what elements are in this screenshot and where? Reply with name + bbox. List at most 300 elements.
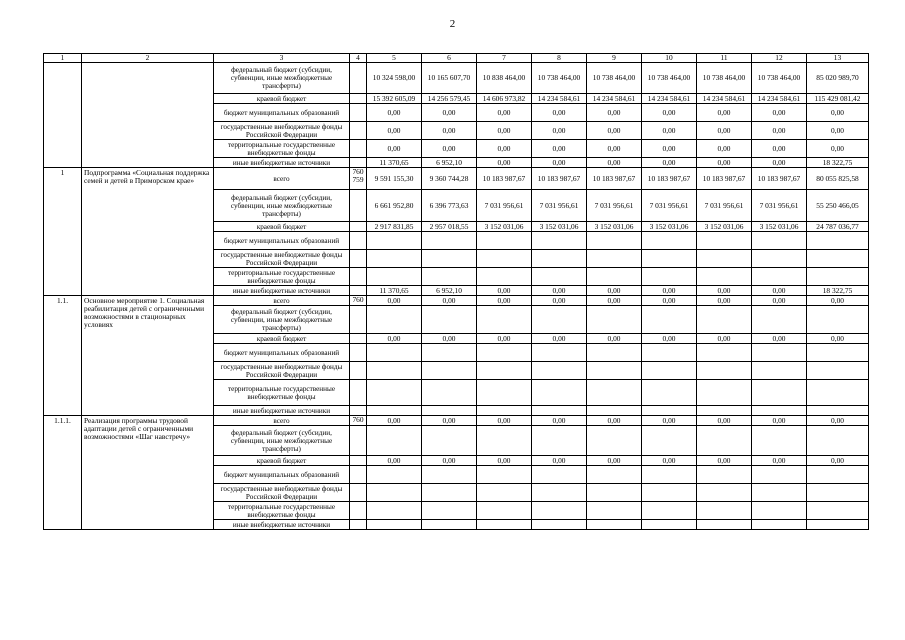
year-value	[697, 520, 752, 530]
column-number-row	[44, 54, 869, 63]
funding-source: государственные внебюджетные фонды Российской Федерации	[214, 362, 350, 380]
year-value: 0,00	[697, 104, 752, 122]
year-value: 0,00	[587, 416, 642, 426]
year-value: 3 152 031,06	[642, 222, 697, 232]
year-value: 0,00	[587, 122, 642, 140]
total-value	[807, 466, 869, 484]
budget-code	[350, 344, 367, 362]
page-number: 2	[449, 18, 456, 30]
year-value	[367, 466, 422, 484]
year-value	[532, 406, 587, 416]
funding-source: федеральный бюджет (субсидии, субвенции, иные межбюджетные трансферты)	[214, 306, 350, 334]
year-value: 0,00	[422, 140, 477, 158]
total-value: 0,00	[807, 416, 869, 426]
year-value: 14 234 584,61	[587, 94, 642, 104]
total-value	[807, 426, 869, 456]
year-value	[587, 380, 642, 406]
year-value: 0,00	[477, 334, 532, 344]
year-value	[422, 268, 477, 286]
year-value	[367, 502, 422, 520]
year-value: 2 917 831,85	[367, 222, 422, 232]
year-value	[367, 232, 422, 250]
column-header: 13	[807, 54, 869, 63]
year-value	[477, 520, 532, 530]
year-value: 0,00	[642, 286, 697, 296]
year-value: 0,00	[532, 456, 587, 466]
year-value: 0,00	[697, 286, 752, 296]
year-value: 0,00	[752, 334, 807, 344]
year-value: 6 952,10	[422, 158, 477, 168]
year-value	[422, 306, 477, 334]
year-value: 0,00	[697, 296, 752, 306]
year-value: 0,00	[697, 158, 752, 168]
total-value: 0,00	[807, 140, 869, 158]
year-value: 0,00	[532, 140, 587, 158]
section-number	[44, 63, 82, 168]
year-value	[422, 406, 477, 416]
funding-source: всего	[214, 168, 350, 190]
year-value	[477, 306, 532, 334]
year-value: 0,00	[697, 334, 752, 344]
funding-source: бюджет муниципальных образований	[214, 466, 350, 484]
funding-source: федеральный бюджет (субсидии, субвенции, иные межбюджетные трансферты)	[214, 63, 350, 94]
budget-code	[350, 63, 367, 94]
year-value	[697, 380, 752, 406]
year-value	[587, 362, 642, 380]
year-value	[752, 520, 807, 530]
section-number: 1.1.1.	[44, 416, 82, 530]
funding-source: краевой бюджет	[214, 456, 350, 466]
year-value: 0,00	[642, 416, 697, 426]
table-row	[44, 63, 869, 94]
budget-code: 760	[350, 296, 367, 306]
year-value: 0,00	[752, 122, 807, 140]
year-value	[752, 362, 807, 380]
year-value: 14 606 973,82	[477, 94, 532, 104]
section-name	[82, 63, 214, 168]
year-value	[532, 306, 587, 334]
column-header: 11	[697, 54, 752, 63]
year-value: 0,00	[367, 140, 422, 158]
year-value	[532, 520, 587, 530]
year-value: 0,00	[697, 416, 752, 426]
budget-code	[350, 140, 367, 158]
year-value	[642, 520, 697, 530]
year-value: 10 838 464,00	[477, 63, 532, 94]
year-value: 0,00	[477, 296, 532, 306]
year-value	[642, 406, 697, 416]
year-value: 3 152 031,06	[697, 222, 752, 232]
year-value: 3 152 031,06	[587, 222, 642, 232]
year-value: 0,00	[422, 296, 477, 306]
year-value: 0,00	[532, 296, 587, 306]
year-value	[752, 250, 807, 268]
total-value: 24 787 036,77	[807, 222, 869, 232]
total-value	[807, 520, 869, 530]
year-value: 0,00	[367, 122, 422, 140]
year-value	[367, 484, 422, 502]
year-value: 14 234 584,61	[532, 94, 587, 104]
year-value	[587, 306, 642, 334]
budget-code	[350, 334, 367, 344]
budget-code	[350, 222, 367, 232]
total-value	[807, 502, 869, 520]
budget-code	[350, 122, 367, 140]
total-value: 0,00	[807, 104, 869, 122]
year-value	[422, 362, 477, 380]
year-value	[367, 268, 422, 286]
year-value	[477, 466, 532, 484]
year-value	[697, 362, 752, 380]
year-value: 9 591 155,30	[367, 168, 422, 190]
year-value	[422, 466, 477, 484]
year-value: 10 183 987,67	[477, 168, 532, 190]
year-value	[642, 268, 697, 286]
year-value	[367, 520, 422, 530]
total-value	[807, 250, 869, 268]
year-value: 0,00	[587, 286, 642, 296]
year-value	[752, 306, 807, 334]
year-value	[752, 380, 807, 406]
year-value	[697, 406, 752, 416]
year-value: 14 234 584,61	[642, 94, 697, 104]
funding-source: федеральный бюджет (субсидии, субвенции, иные межбюджетные трансферты)	[214, 426, 350, 456]
budget-code: 760	[350, 416, 367, 426]
year-value: 7 031 956,61	[532, 190, 587, 222]
year-value: 0,00	[367, 456, 422, 466]
budget-code	[350, 466, 367, 484]
funding-source: краевой бюджет	[214, 334, 350, 344]
total-value	[807, 344, 869, 362]
year-value: 0,00	[642, 296, 697, 306]
budget-code	[350, 268, 367, 286]
year-value: 10 738 464,00	[752, 63, 807, 94]
budget-code: 760 759	[350, 168, 367, 190]
year-value	[697, 426, 752, 456]
year-value	[587, 250, 642, 268]
year-value: 3 152 031,06	[752, 222, 807, 232]
funding-source: иные внебюджетные источники	[214, 406, 350, 416]
year-value	[532, 362, 587, 380]
year-value: 0,00	[477, 286, 532, 296]
funding-source: территориальные государственные внебюджетные фонды	[214, 268, 350, 286]
year-value	[477, 344, 532, 362]
year-value	[697, 268, 752, 286]
year-value	[477, 268, 532, 286]
year-value	[642, 250, 697, 268]
budget-table	[43, 53, 869, 530]
year-value	[422, 502, 477, 520]
year-value: 0,00	[697, 456, 752, 466]
total-value	[807, 306, 869, 334]
funding-source: государственные внебюджетные фонды Российской Федерации	[214, 484, 350, 502]
year-value	[587, 484, 642, 502]
year-value: 6 661 952,80	[367, 190, 422, 222]
budget-code	[350, 484, 367, 502]
table-row	[44, 296, 869, 306]
funding-source: федеральный бюджет (субсидии, субвенции, иные межбюджетные трансферты)	[214, 190, 350, 222]
year-value	[642, 380, 697, 406]
year-value	[422, 520, 477, 530]
total-value	[807, 484, 869, 502]
year-value: 0,00	[532, 334, 587, 344]
year-value	[477, 250, 532, 268]
year-value: 0,00	[587, 334, 642, 344]
year-value: 0,00	[587, 456, 642, 466]
year-value	[752, 484, 807, 502]
year-value: 0,00	[532, 158, 587, 168]
year-value	[752, 268, 807, 286]
total-value: 0,00	[807, 122, 869, 140]
year-value	[477, 362, 532, 380]
year-value	[642, 344, 697, 362]
budget-code	[350, 380, 367, 406]
budget-code	[350, 190, 367, 222]
column-header: 4	[350, 54, 367, 63]
funding-source: всего	[214, 296, 350, 306]
year-value	[532, 484, 587, 502]
section-name: Основное мероприятие 1. Социальная реабилитация детей с ограниченными возможностями в стационарных условиях	[82, 296, 214, 416]
year-value	[532, 250, 587, 268]
funding-source: бюджет муниципальных образований	[214, 344, 350, 362]
budget-code	[350, 250, 367, 268]
budget-code	[350, 502, 367, 520]
table-body	[44, 54, 869, 530]
year-value	[752, 344, 807, 362]
year-value: 10 183 987,67	[697, 168, 752, 190]
budget-code	[350, 306, 367, 334]
year-value	[422, 484, 477, 502]
year-value	[532, 380, 587, 406]
budget-code	[350, 158, 367, 168]
year-value	[697, 484, 752, 502]
year-value: 10 738 464,00	[697, 63, 752, 94]
year-value: 0,00	[422, 122, 477, 140]
year-value: 10 165 607,70	[422, 63, 477, 94]
year-value	[422, 344, 477, 362]
year-value: 11 370,65	[367, 286, 422, 296]
year-value	[752, 232, 807, 250]
total-value: 0,00	[807, 296, 869, 306]
funding-source: бюджет муниципальных образований	[214, 232, 350, 250]
year-value	[642, 362, 697, 380]
year-value: 0,00	[642, 122, 697, 140]
budget-code	[350, 94, 367, 104]
funding-source: государственные внебюджетные фонды Российской Федерации	[214, 122, 350, 140]
year-value: 0,00	[752, 158, 807, 168]
funding-source: территориальные государственные внебюджетные фонды	[214, 140, 350, 158]
budget-code	[350, 232, 367, 250]
year-value	[367, 362, 422, 380]
year-value: 0,00	[587, 104, 642, 122]
year-value	[477, 426, 532, 456]
year-value: 0,00	[422, 456, 477, 466]
year-value	[367, 344, 422, 362]
year-value: 0,00	[477, 416, 532, 426]
total-value: 55 250 466,05	[807, 190, 869, 222]
column-header: 12	[752, 54, 807, 63]
year-value: 0,00	[642, 334, 697, 344]
table-row	[44, 168, 869, 190]
year-value	[422, 426, 477, 456]
budget-code	[350, 406, 367, 416]
funding-source: краевой бюджет	[214, 94, 350, 104]
year-value	[532, 502, 587, 520]
year-value: 0,00	[477, 158, 532, 168]
year-value	[477, 502, 532, 520]
year-value: 10 183 987,67	[587, 168, 642, 190]
column-header: 5	[367, 54, 422, 63]
year-value: 0,00	[367, 104, 422, 122]
year-value: 10 183 987,67	[752, 168, 807, 190]
year-value: 2 957 018,55	[422, 222, 477, 232]
year-value: 0,00	[422, 416, 477, 426]
year-value: 9 360 744,28	[422, 168, 477, 190]
funding-source: территориальные государственные внебюджетные фонды	[214, 502, 350, 520]
table-row	[44, 416, 869, 426]
section-number: 1.1.	[44, 296, 82, 416]
year-value	[477, 380, 532, 406]
year-value	[532, 344, 587, 362]
year-value: 0,00	[697, 140, 752, 158]
year-value: 10 738 464,00	[532, 63, 587, 94]
year-value: 10 324 598,00	[367, 63, 422, 94]
year-value: 15 392 605,09	[367, 94, 422, 104]
year-value: 0,00	[587, 158, 642, 168]
year-value: 6 952,10	[422, 286, 477, 296]
budget-code	[350, 286, 367, 296]
column-header: 8	[532, 54, 587, 63]
total-value: 80 055 825,58	[807, 168, 869, 190]
year-value	[697, 344, 752, 362]
total-value	[807, 362, 869, 380]
section-number: 1	[44, 168, 82, 296]
year-value	[697, 250, 752, 268]
year-value: 7 031 956,61	[587, 190, 642, 222]
year-value	[587, 466, 642, 484]
year-value: 0,00	[642, 104, 697, 122]
year-value: 0,00	[642, 456, 697, 466]
total-value: 0,00	[807, 456, 869, 466]
year-value	[367, 426, 422, 456]
year-value: 0,00	[587, 296, 642, 306]
year-value	[752, 466, 807, 484]
budget-code	[350, 456, 367, 466]
year-value	[587, 344, 642, 362]
year-value	[642, 306, 697, 334]
column-header: 10	[642, 54, 697, 63]
section-name: Подпрограмма «Социальная поддержка семей и детей в Приморском крае»	[82, 168, 214, 296]
year-value	[697, 502, 752, 520]
year-value: 0,00	[367, 416, 422, 426]
year-value	[367, 406, 422, 416]
year-value	[422, 250, 477, 268]
year-value: 11 370,65	[367, 158, 422, 168]
year-value	[587, 406, 642, 416]
year-value: 0,00	[752, 286, 807, 296]
year-value: 10 183 987,67	[642, 168, 697, 190]
total-value	[807, 380, 869, 406]
funding-source: бюджет муниципальных образований	[214, 104, 350, 122]
year-value	[477, 406, 532, 416]
funding-source: государственные внебюджетные фонды Российской Федерации	[214, 250, 350, 268]
year-value	[642, 466, 697, 484]
year-value	[532, 268, 587, 286]
year-value: 10 738 464,00	[642, 63, 697, 94]
year-value: 0,00	[477, 140, 532, 158]
funding-source: всего	[214, 416, 350, 426]
year-value: 0,00	[477, 104, 532, 122]
year-value	[752, 502, 807, 520]
year-value	[587, 502, 642, 520]
year-value: 0,00	[532, 104, 587, 122]
year-value: 7 031 956,61	[752, 190, 807, 222]
column-header: 7	[477, 54, 532, 63]
year-value	[477, 232, 532, 250]
total-value: 18 322,75	[807, 286, 869, 296]
year-value: 7 031 956,61	[642, 190, 697, 222]
funding-source: краевой бюджет	[214, 222, 350, 232]
year-value	[587, 268, 642, 286]
budget-code	[350, 426, 367, 456]
column-header: 2	[82, 54, 214, 63]
year-value: 0,00	[752, 416, 807, 426]
year-value	[367, 380, 422, 406]
column-header: 3	[214, 54, 350, 63]
year-value: 0,00	[752, 296, 807, 306]
section-name: Реализация программы трудовой адаптации детей с ограниченными возможностями «Шаг навстречу»	[82, 416, 214, 530]
year-value	[422, 232, 477, 250]
year-value	[587, 426, 642, 456]
total-value: 18 322,75	[807, 158, 869, 168]
year-value	[477, 484, 532, 502]
year-value: 3 152 031,06	[532, 222, 587, 232]
year-value	[752, 426, 807, 456]
funding-source: иные внебюджетные источники	[214, 158, 350, 168]
year-value	[642, 484, 697, 502]
total-value	[807, 406, 869, 416]
year-value	[422, 380, 477, 406]
column-header: 9	[587, 54, 642, 63]
year-value: 0,00	[532, 286, 587, 296]
year-value: 3 152 031,06	[477, 222, 532, 232]
year-value	[532, 232, 587, 250]
total-value	[807, 232, 869, 250]
year-value	[587, 232, 642, 250]
year-value: 14 234 584,61	[752, 94, 807, 104]
year-value	[587, 520, 642, 530]
year-value: 0,00	[642, 158, 697, 168]
year-value: 0,00	[752, 456, 807, 466]
year-value: 0,00	[477, 122, 532, 140]
budget-code	[350, 104, 367, 122]
year-value: 0,00	[422, 334, 477, 344]
year-value: 0,00	[422, 104, 477, 122]
year-value	[642, 426, 697, 456]
funding-source: иные внебюджетные источники	[214, 286, 350, 296]
budget-code	[350, 362, 367, 380]
year-value: 0,00	[532, 122, 587, 140]
year-value	[697, 466, 752, 484]
year-value	[697, 306, 752, 334]
year-value: 10 738 464,00	[587, 63, 642, 94]
year-value: 14 256 579,45	[422, 94, 477, 104]
year-value: 6 396 773,63	[422, 190, 477, 222]
year-value: 0,00	[532, 416, 587, 426]
total-value: 0,00	[807, 334, 869, 344]
year-value	[367, 250, 422, 268]
year-value: 0,00	[752, 140, 807, 158]
